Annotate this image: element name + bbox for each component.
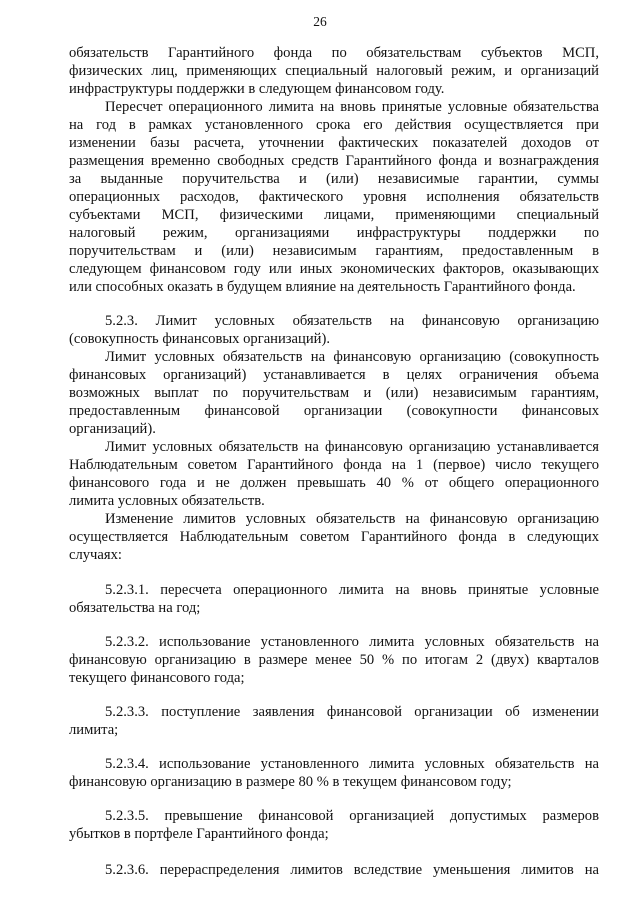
text-line: Изменение лимитов условных обязательств на финансовую организацию — [105, 511, 599, 527]
text-line: размещения временно свободных средств Гарантийного фонда и вознаграждения — [69, 153, 599, 169]
text-line: поручительствам и (или) независимым гарантиям, предоставленным в — [69, 243, 599, 259]
text-line: следующем финансовом году или иных экономических факторов, оказывающих — [69, 261, 599, 277]
text-line: Лимит условных обязательств на финансовую организацию (совокупность — [105, 349, 599, 365]
list-item: 5.2.3.3. поступление заявления финансовой организации об изменении — [105, 704, 599, 720]
text-line: на год в рамках установленного срока его действия осуществляется при — [69, 117, 599, 133]
text-line: финансового года и не должен превышать 40 % от общего операционного — [69, 475, 599, 491]
text-line: организаций). — [69, 421, 156, 437]
section-heading: 5.2.3. Лимит условных обязательств на финансовую организацию — [105, 313, 599, 329]
list-item: лимита; — [69, 722, 119, 738]
text-line: Лимит условных обязательств на финансовую организацию устанавливается — [105, 439, 599, 455]
list-item: обязательства на год; — [69, 600, 201, 616]
text-line: инфраструктуры поддержки в следующем финансовом году. — [69, 81, 445, 97]
text-line: физических лиц, применяющих специальный налоговый режим, и организаций — [69, 63, 599, 79]
list-item: убытков в портфеле Гарантийного фонда; — [69, 826, 329, 842]
text-line: операционных расходов, фактического уровня исполнения обязательств — [69, 189, 599, 205]
text-line: Наблюдательным советом Гарантийного фонда на 1 (первое) число текущего — [69, 457, 599, 473]
text-line: изменении базы расчета, уточнении фактических показателей доходов от — [69, 135, 599, 151]
list-item: финансовую организацию в размере 80 % в текущем финансовом году; — [69, 774, 512, 790]
text-line: предоставленным финансовой организации (совокупности финансовых — [69, 403, 599, 419]
text-line: субъектами МСП, физическими лицами, применяющими специальный — [69, 207, 599, 223]
list-item: 5.2.3.2. использование установленного лимита условных обязательств на — [105, 634, 599, 650]
list-item: текущего финансового года; — [69, 670, 245, 686]
text-line: Пересчет операционного лимита на вновь принятые условные обязательства — [105, 99, 599, 115]
text-line: за выданные поручительства и (или) независимые гарантии, суммы — [69, 171, 599, 187]
list-item: финансовую организацию в размере менее 50 % по итогам 2 (двух) кварталов — [69, 652, 599, 668]
text-line: налоговый режим, организациями инфраструктуры поддержки по — [69, 225, 599, 241]
text-line: или способных оказать в будущем влияние на деятельность Гарантийного фонда. — [69, 279, 576, 295]
text-line: случаях: — [69, 547, 122, 563]
page-number: 26 — [313, 14, 327, 29]
text-line: лимита условных обязательств. — [69, 493, 265, 509]
list-item: 5.2.3.5. превышение финансовой организацией допустимых размеров — [105, 808, 599, 824]
text-line: обязательств Гарантийного фонда по обязательствам субъектов МСП, — [69, 45, 599, 61]
list-item: 5.2.3.1. пересчета операционного лимита на вновь принятые условные — [105, 582, 599, 598]
text-line: финансовых организаций) устанавливается в целях ограничения объема — [69, 367, 599, 383]
text-line: осуществляется Наблюдательным советом Гарантийного фонда в следующих — [69, 529, 599, 545]
text-line: возможных выплат по поручительствам и (или) независимым гарантиям, — [69, 385, 599, 401]
section-heading: (совокупность финансовых организаций). — [69, 331, 330, 347]
list-item: 5.2.3.4. использование установленного лимита условных обязательств на — [105, 756, 599, 772]
list-item: 5.2.3.6. перераспределения лимитов вследствие уменьшения лимитов на — [105, 862, 599, 878]
